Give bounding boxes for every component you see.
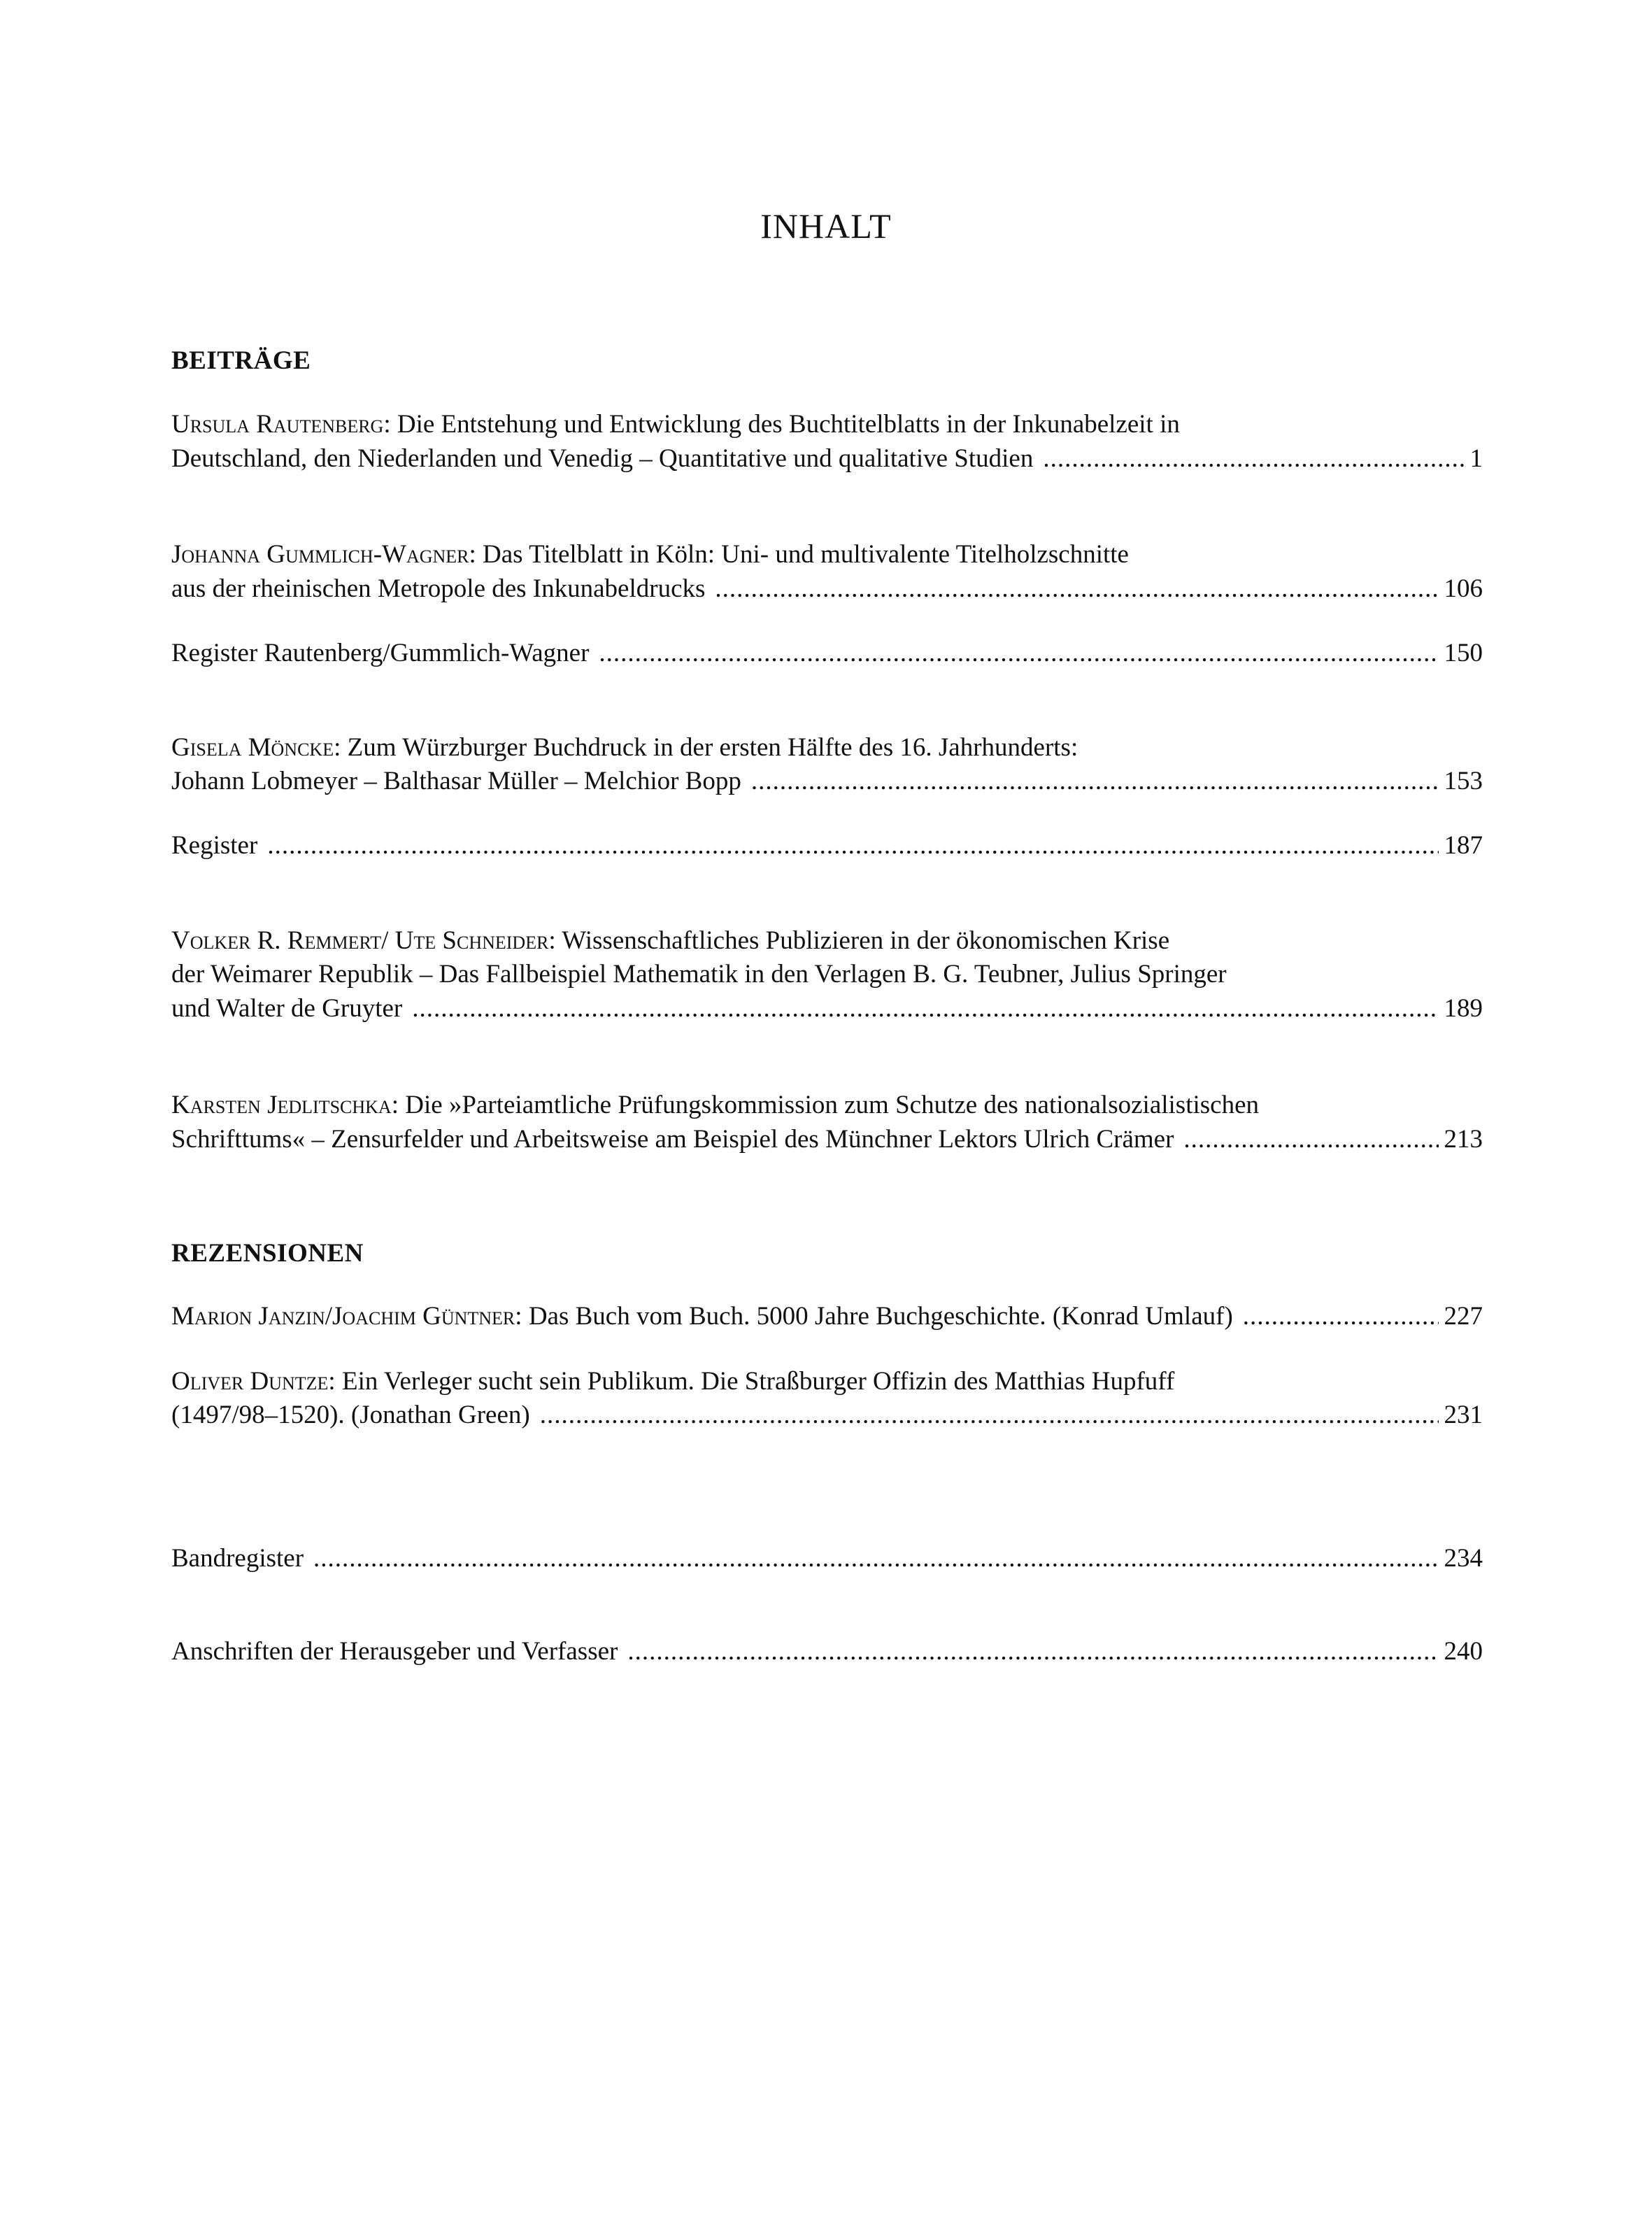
entry-title-text xyxy=(171,1300,1233,1333)
entry-title-text: Register Rautenberg/Gummlich-Wagner xyxy=(171,639,590,667)
entry-title-text: Johann Lobmeyer – Balthasar Müller – Melchior Bopp xyxy=(171,767,741,795)
dot-leader xyxy=(627,1635,1438,1669)
page-number: 234 xyxy=(1444,1544,1483,1573)
entry-title-text: Bandregister xyxy=(171,1544,304,1573)
section-heading-beitraege: BEITRÄGE xyxy=(171,346,311,375)
page-number: 153 xyxy=(1444,767,1483,795)
toc-entry-rautenberg[interactable] xyxy=(171,442,1483,476)
dot-leader xyxy=(599,637,1438,670)
entry-title-text: (1497/98–1520). (Jonathan Green) xyxy=(171,1401,530,1429)
toc-entry-janzin-guentner[interactable] xyxy=(171,1300,1483,1333)
entry-title-text: Anschriften der Herausgeber und Verfasser xyxy=(171,1637,618,1666)
page-number: 240 xyxy=(1444,1637,1483,1666)
entry-title-text: Deutschland, den Niederlanden und Venedig – Quantitative und qualitative Studien xyxy=(171,444,1034,473)
entry-title-text: Wissenschaftliches Publizieren in der ökonomischen Krise xyxy=(555,926,1170,955)
author-name: Ursula Rautenberg: xyxy=(171,410,391,439)
entry-title-text: Ein Verleger sucht sein Publikum. Die Straßburger Offizin des Matthias Hupfuff xyxy=(335,1367,1175,1396)
entry-title-text: aus der rheinischen Metropole des Inkunabeldrucks xyxy=(171,574,706,603)
page-number: 213 xyxy=(1444,1125,1483,1154)
entry-title-text: Das Buch vom Buch. 5000 Jahre Buchgeschichte. (Konrad Umlauf) xyxy=(522,1302,1233,1331)
entry-title-text: Schrifttums« – Zensurfelder und Arbeitsweise am Beispiel des Münchner Lektors Ulrich Crämer xyxy=(171,1125,1174,1154)
toc-entry-gummlich-wagner[interactable] xyxy=(171,572,1483,606)
page-number: 150 xyxy=(1444,639,1483,667)
toc-entry-rautenberg-line1 xyxy=(171,408,1483,441)
toc-entry-bandregister[interactable] xyxy=(171,1542,1483,1575)
section-heading-rezensionen: REZENSIONEN xyxy=(171,1239,364,1268)
page-number: 1 xyxy=(1469,444,1483,473)
entry-title-text: Die »Parteiamtliche Prüfungskommission zum Schutze des nationalsozialistischen xyxy=(398,1091,1259,1119)
entry-title-text: und Walter de Gruyter xyxy=(171,994,403,1023)
author-name: Karsten Jedlitschka: xyxy=(171,1091,399,1119)
toc-entry-register-rautenberg-gummlich-wagner[interactable] xyxy=(171,637,1483,670)
dot-leader xyxy=(751,765,1439,798)
toc-entry-jedlitschka-line1 xyxy=(171,1089,1483,1122)
page-number: 227 xyxy=(1444,1302,1483,1331)
page-number: 189 xyxy=(1444,994,1483,1023)
author-name: Marion Janzin/Joachim Güntner: xyxy=(171,1302,522,1331)
page-number: 231 xyxy=(1444,1401,1483,1429)
dot-leader xyxy=(1183,1123,1438,1156)
toc-entry-register[interactable] xyxy=(171,829,1483,863)
dot-leader xyxy=(1243,1300,1439,1333)
author-name: Oliver Duntze: xyxy=(171,1367,336,1396)
entry-title-text: Das Titelblatt in Köln: Uni- und multivalente Titelholzschnitte xyxy=(476,540,1129,569)
dot-leader xyxy=(1043,442,1464,476)
toc-entry-duntze[interactable] xyxy=(171,1398,1483,1432)
toc-entry-gummlich-wagner-line1 xyxy=(171,538,1483,572)
author-name: Johanna Gummlich-Wagner: xyxy=(171,540,476,569)
dot-leader xyxy=(540,1398,1439,1432)
toc-entry-jedlitschka[interactable] xyxy=(171,1123,1483,1156)
page-number: 106 xyxy=(1444,574,1483,603)
author-name: Gisela Möncke: xyxy=(171,733,341,762)
author-name: Volker R. Remmert/ Ute Schneider: xyxy=(171,926,556,955)
toc-entry-remmert-schneider[interactable] xyxy=(171,992,1483,1026)
page-number: 187 xyxy=(1444,831,1483,860)
toc-entry-duntze-line1 xyxy=(171,1365,1483,1398)
dot-leader xyxy=(715,572,1438,606)
toc-entry-anschriften[interactable] xyxy=(171,1635,1483,1669)
entry-title-text: Die Entstehung und Entwicklung des Buchtitelblatts in der Inkunabelzeit in xyxy=(390,410,1180,439)
dot-leader xyxy=(313,1542,1438,1575)
dot-leader xyxy=(267,829,1438,863)
toc-entry-moencke-line1 xyxy=(171,731,1483,765)
entry-title-text: Zum Würzburger Buchdruck in der ersten Hälfte des 16. Jahrhunderts: xyxy=(341,733,1078,762)
entry-title-text: Register xyxy=(171,831,258,860)
toc-entry-moencke[interactable] xyxy=(171,765,1483,798)
toc-entry-remmert-schneider-line2: der Weimarer Republik – Das Fallbeispiel Mathematik in den Verlagen B. G. Teubner, Julius Springer xyxy=(171,960,1227,989)
page-title: INHALT xyxy=(760,206,892,246)
toc-entry-remmert-schneider-line1 xyxy=(171,924,1483,958)
dot-leader xyxy=(412,992,1438,1026)
